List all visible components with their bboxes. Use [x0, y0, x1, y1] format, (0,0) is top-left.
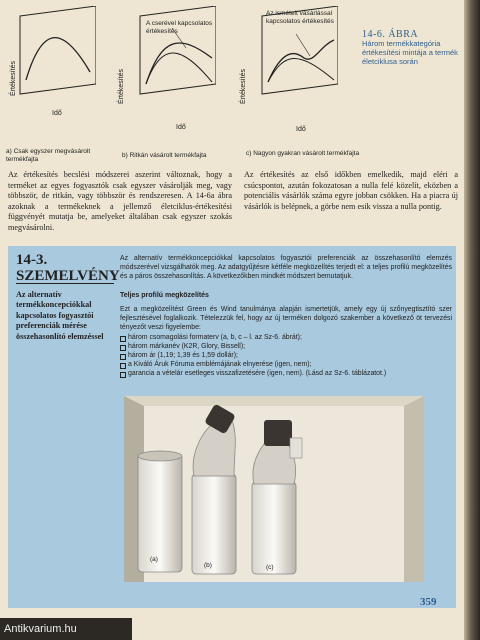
photo-label-a: (a)	[150, 556, 158, 563]
list-item: három ár (1,19; 1,39 és 1,59 dollár);	[120, 352, 452, 361]
list-item: három márkanév (K2R, Glory, Bissell);	[120, 343, 452, 352]
body-text-left: Az értékesítés becslési módszerei aszerint változnak, hogy a terméket az egyes fogyasztók csak egyszer vásárolják meg, vagy többször, de ritkán, vagy többször és rendszeresen. A 14-6a ábra azoknak a termékeknek a jellemző életciklus-értékesítési függvényét mutatja be, amelyeket általában csak egyszer szokás megvásárolni.	[8, 170, 232, 232]
photo-label-c: (c)	[266, 564, 274, 571]
excerpt-side-title: Az alternatív termékkoncepciókkal kapcsolatos fogyasztói preferenciák mérése összehasonlító elemzéssel	[16, 290, 104, 341]
graph-a-x-label: Idő	[52, 110, 62, 117]
excerpt-intro: Az alternatív termékkoncepciókkal kapcsolatos fogyasztói preferenciák az összehasonlító elemzés módszerével vizsgálhatók meg. Az adatgyűjtésre kétféle megközelítés terjedt el: a teljes profilú megközelítés és a páros összehasonlítás. A következőkben mindkét módszert bemutatjuk.	[120, 255, 452, 281]
list-item: a Kiváló Áruk Fóruma emblémájának elnyerése (igen, nem);	[120, 361, 452, 370]
excerpt-factor-list	[120, 334, 452, 379]
page-number: 359	[420, 596, 437, 608]
graph-c-y-label: Értékesítés	[240, 68, 247, 104]
graph-b-caption: b) Ritkán vásárolt termékfajta	[122, 152, 207, 159]
excerpt-title: 14-3. SZEMELVÉNY	[16, 252, 120, 284]
photo-label-b: (b)	[204, 562, 212, 569]
graph-a-y-label: Értékesítés	[10, 60, 17, 96]
graph-c-caption: c) Nagyon gyakran vásárolt termékfajta	[246, 150, 360, 157]
body-text-right: Az értékesítés az első időkben emelkedik, majd eléri a csúcspontot, azután fokozatosan a nulla felé közelít, eközben a potenciális vásárlók száma egyre jobban csökken. Ha a piacra új vásárlók is belépnek, a görbe nem esik vissza a nulla pontig.	[244, 170, 458, 211]
graph-c-x-label: Idő	[296, 126, 306, 133]
graph-b-y-label: Értékesítés	[118, 68, 125, 104]
figure-number: 14-6. ÁBRA	[362, 29, 419, 40]
checkbox-icon	[120, 345, 126, 351]
list-item: három csomagolási formaterv (a, b, c – l. az Sz-6. ábrát);	[120, 334, 452, 343]
excerpt-paragraph: Ezt a megközelítést Green és Wind tanulmánya alapján ismertetjük, amely egy új szőnyegtisztító szer fejlesztésével foglalkozik. Tételezzük fel, hogy az új terméken dolgozó szakember a következő öt tervezési tényezőt veszi figyelembe:	[120, 306, 452, 331]
watermark: Antikvarium.hu	[0, 618, 132, 640]
list-item: garancia a vételár esetleges visszafizetésére (igen, nem). (Lásd az Sz-6. táblázatot.)	[120, 370, 452, 379]
checkbox-icon	[120, 354, 126, 360]
graph-c-annotation: Az ismételt vásárlással kapcsolatos értékesítés	[266, 10, 334, 25]
checkbox-icon	[120, 363, 126, 369]
product-photo	[124, 396, 424, 582]
figure-caption: Három termékkategória értékesítési mintája a termék életciklusa során	[362, 39, 458, 66]
figure-label	[362, 30, 462, 66]
graph-b-x-label: Idő	[176, 124, 186, 131]
excerpt-heading: Teljes profilú megközelítés	[120, 292, 209, 299]
checkbox-icon	[120, 336, 126, 342]
checkbox-icon	[120, 372, 126, 378]
product-a	[138, 451, 182, 572]
graph-a-caption: a) Csak egyszer megvásárolt termékfajta	[6, 148, 91, 163]
excerpt-title-rule	[16, 283, 114, 284]
graph-b-annotation: A cserével kapcsolatos értékesítés	[146, 20, 213, 35]
book-spine	[464, 0, 480, 640]
graph-a	[12, 6, 96, 96]
